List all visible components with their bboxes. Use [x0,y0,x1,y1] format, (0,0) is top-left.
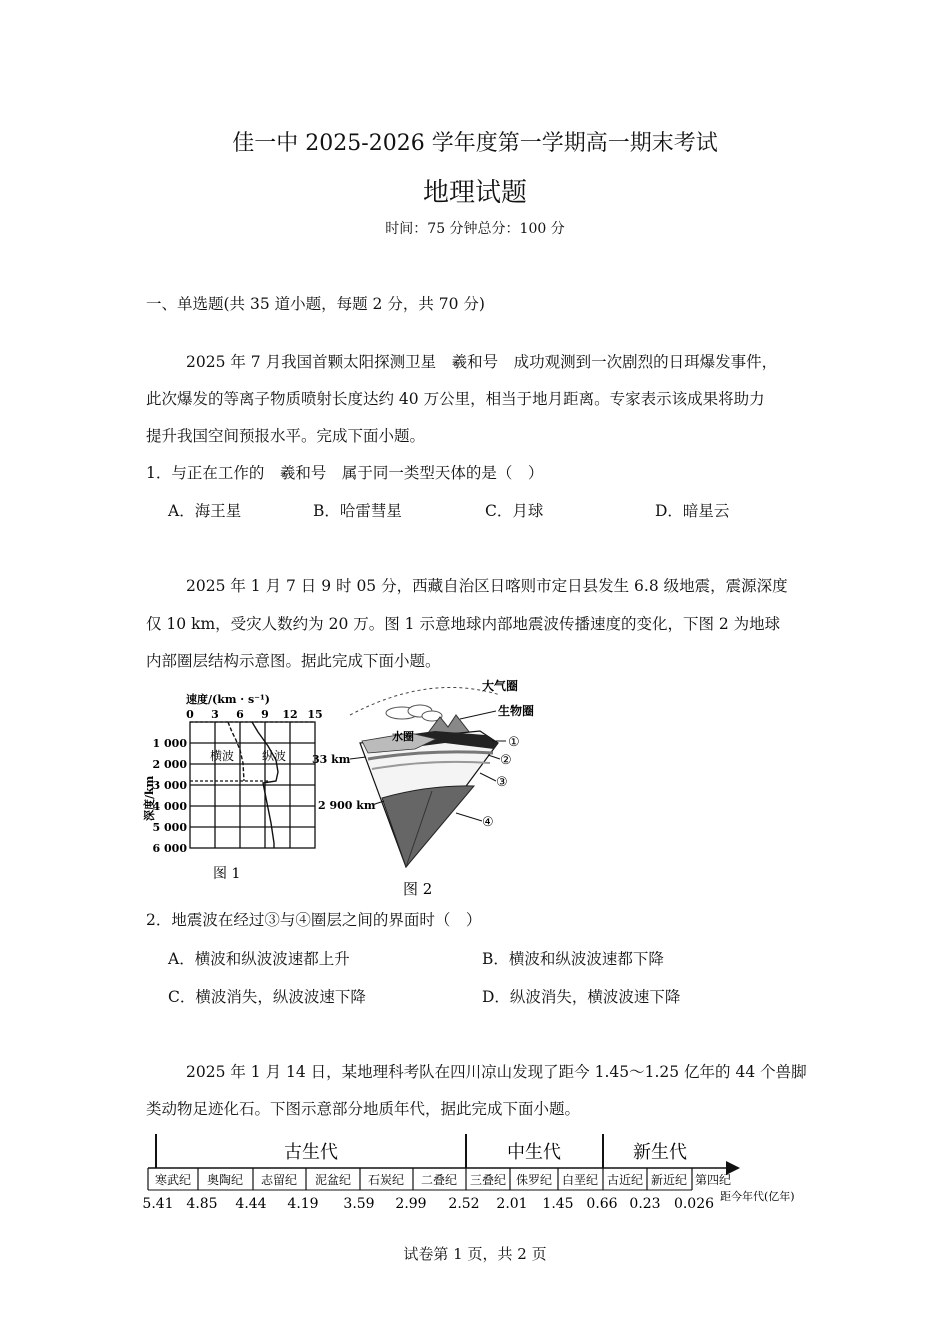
fig2-marker-2: ② [500,753,512,768]
period-triassic: 三叠纪 [469,1173,507,1187]
period-paleogene: 古近纪 [606,1173,644,1187]
question-2-stem: 2．地震波在经过③与④圈层之间的界面时（ ） [146,911,482,929]
age-tick: 2.52 [448,1196,480,1212]
era-paleozoic: 古生代 [284,1142,338,1163]
passage2-line: 2025 年 1 月 7 日 9 时 05 分，西藏自治区日喀则市定日县发生 6.8 级地震，震源深度 [186,577,788,595]
question-1-stem: 1．与正在工作的 羲和号 属于同一类型天体的是（ ） [146,464,544,482]
passage2-line: 内部圈层结构示意图。据此完成下面小题。 [146,652,441,670]
period-cambrian: 寒武纪 [154,1173,192,1187]
era-cenozoic: 新生代 [633,1142,687,1163]
fig1-y-tick: 1 000 [152,737,187,750]
geologic-timeline [140,1128,820,1218]
fig1-x-tick: 6 [236,708,244,721]
period-permian: 二叠纪 [420,1173,458,1187]
fig1-speed-label: 速度/(km · s⁻¹) [186,693,270,706]
fig1-y-tick: 5 000 [152,821,187,834]
passage3-line: 2025 年 1 月 14 日，某地理科考队在四川凉山发现了距今 1.45～1.25 亿年的 44 个兽脚 [186,1063,807,1081]
q2-option-a[interactable]: A．横波和纵波波速都上升 [168,950,350,968]
period-cretaceous: 白垩纪 [561,1173,599,1187]
age-tick: 4.19 [287,1196,319,1212]
fig1-y-tick: 4 000 [152,800,187,813]
age-tick: 0.66 [586,1196,618,1212]
fig1-x-tick: 12 [282,708,298,721]
period-ordovician: 奥陶纪 [206,1173,244,1187]
age-tick: 3.59 [343,1196,375,1212]
fig1-x-tick: 3 [211,708,219,721]
fig2-depth-2900: 2 900 km [318,799,376,812]
period-silurian: 志留纪 [260,1173,298,1187]
exam-meta: 时间：75 分钟总分：100 分 [385,221,565,237]
age-tick: 4.85 [186,1196,218,1212]
era-mesozoic: 中生代 [507,1142,561,1163]
period-quaternary: 第四纪 [694,1173,732,1187]
fig1-x-tick: 9 [261,708,269,721]
passage1-line: 此次爆发的等离子物质喷射长度达约 40 万公里，相当于地月距离。专家表示该成果将助力 [146,390,765,408]
fig2-marker-4: ④ [482,815,494,830]
cloud-icon [386,705,442,721]
age-tick: 4.44 [235,1196,267,1212]
fig2-hydrosphere-label: 水圈 [392,730,414,743]
q2-option-c[interactable]: C．横波消失，纵波波速下降 [168,988,366,1006]
q1-option-c[interactable]: C．月球 [485,502,544,520]
age-tick: 2.01 [496,1196,528,1212]
q2-option-b[interactable]: B．横波和纵波波速都下降 [482,950,664,968]
fig1-p-wave-label: 纵波 [262,749,287,763]
fig1-depth-label: 深度/km [143,775,156,821]
fig2-atmosphere-label: 大气圈 [482,679,519,693]
figure-2-earth-layers [310,673,560,903]
age-tick: 5.41 [142,1196,174,1212]
subject-title: 地理试题 [422,178,527,208]
age-tick: 0.23 [629,1196,661,1212]
period-jurassic: 侏罗纪 [515,1173,553,1187]
page-footer: 试卷第 1 页，共 2 页 [403,1245,547,1263]
fig1-y-tick: 3 000 [152,779,187,792]
q2-option-d[interactable]: D．纵波消失，横波波速下降 [482,988,681,1006]
period-carboniferous: 石炭纪 [367,1173,405,1187]
core-layer [382,786,474,867]
fig2-marker-3: ③ [496,775,508,790]
period-neogene: 新近纪 [650,1173,688,1187]
passage2-line: 仅 10 km，受灾人数约为 20 万。图 1 示意地球内部地震波传播速度的变化，下图 2 为地球 [146,615,781,633]
fig1-y-tick: 2 000 [152,758,187,771]
fig1-y-tick: 6 000 [152,842,187,855]
q1-option-d[interactable]: D．暗星云 [655,502,730,520]
exam-title: 佳一中 2025-2026 学年度第一学期高一期末考试 [232,131,718,156]
age-tick: 1.45 [542,1196,574,1212]
fig1-x-tick: 0 [186,708,194,721]
fig2-caption: 图 2 [403,880,433,898]
fig2-marker-1: ① [508,735,520,750]
passage1-line: 提升我国空间预报水平。完成下面小题。 [146,427,426,445]
q1-option-b[interactable]: B．哈雷彗星 [313,502,402,520]
fig2-depth-33: 33 km [312,753,351,766]
fig1-s-wave-label: 横波 [210,749,235,763]
fig1-caption: 图 1 [213,866,241,882]
period-devonian: 泥盆纪 [314,1173,352,1187]
section-heading: 一、单选题(共 35 道小题，每题 2 分，共 70 分) [146,295,485,313]
passage1-line: 2025 年 7 月我国首颗太阳探测卫星 羲和号 成功观测到一次剧烈的日珥爆发事件， [186,353,778,371]
passage3-line: 类动物足迹化石。下图示意部分地质年代，据此完成下面小题。 [146,1100,581,1118]
q1-option-a[interactable]: A．海王星 [168,502,242,520]
fig1-x-tick: 15 [307,708,323,721]
age-tick: 0.026 [673,1196,715,1212]
age-tick: 2.99 [395,1196,427,1212]
fig1-grid [190,722,315,848]
fig2-biosphere-label: 生物圈 [498,704,535,718]
timeline-axis-label: 距今年代(亿年) [720,1190,795,1203]
